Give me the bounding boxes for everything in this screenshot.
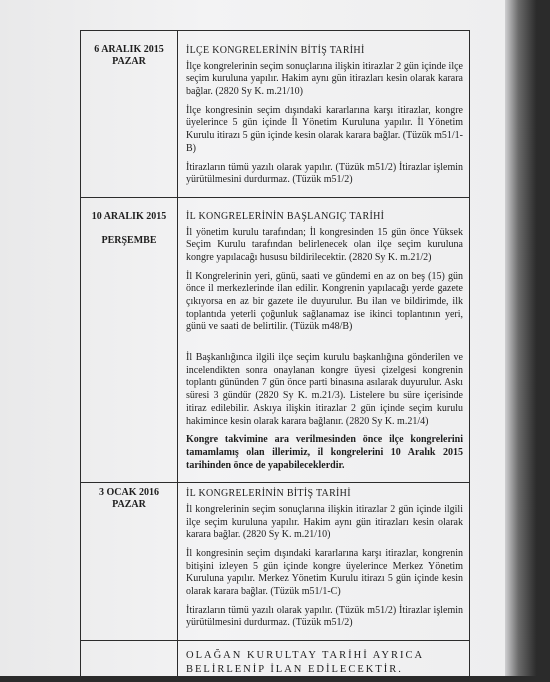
date-label: 6 ARALIK 2015 [94, 44, 164, 55]
content-cell [178, 483, 470, 641]
table-row [81, 483, 470, 641]
schedule-table [80, 30, 470, 682]
paragraph: İl Başkanlığınca ilgili ilçe seçim kurulu başkanlığına gönderilen ve incelendikten sonra onaylanan kongre üyesi çizelgesi kongrenin toplantı gününden 7 gün önce parti binasına asılarak duyurulur. Askı süresi 3 gündür (2820 Sy K. m.21/3). Listelere bu süre içerisinde itiraz edilebilir. Askıya ilişkin itirazlar 2 gün içinde seçim kurulu hakimince kesin olarak karara bağlanır. (2820 Sy K. m.21/4) [186, 352, 463, 427]
date-label: 10 ARALIK 2015 [91, 210, 167, 222]
section-heading: İL KONGRELERİNİN BİTİŞ TARİHİ [186, 488, 351, 500]
paragraph: İtirazların tümü yazılı olarak yapılır. (Tüzük m51/2) İtirazlar işlemin yürütülmesini durdurmaz. (Tüzük m51/2) [186, 604, 463, 629]
paragraph: İl yönetim kurulu tarafından; İl kongresinden 15 gün önce Yüksek Seçim Kurulu tarafından belirlenecek olan ilçe seçim kuruluna kongre yapılacağı hususu bildirilecektir. (2820 Sy K. m.21/2) [186, 226, 463, 263]
content-cell [178, 197, 470, 482]
day-label: PAZAR [112, 499, 146, 511]
date-label: 3 OCAK 2016 [99, 487, 159, 499]
date-cell [81, 197, 178, 482]
paragraph: İlçe kongrelerinin seçim sonuçlarına ilişkin itirazlar 2 gün içinde ilçe seçim kuruluna yapılır. Hakim aynı gün itirazları kesin olarak karara bağlar. (2820 Sy K. m.21/10) [186, 60, 463, 98]
section-heading: İLÇE KONGRELERİNİN BİTİŞ TARİHİ [186, 45, 365, 56]
table-row [81, 197, 470, 482]
paragraph: İl kongrelerinin seçim sonuçlarına ilişkin itirazlar 2 gün içinde ilgili ilçe seçim kuruluna yapılır. Hakim aynı gün itirazları kesin olarak karara bağlar. (2820 Sy K. m.21/10) [186, 503, 463, 541]
content-cell [178, 641, 470, 682]
content-cell [178, 31, 470, 198]
paragraph: İl Kongrelerinin yeri, günü, saati ve gündemi en az on beş (15) gün önce il merkezlerinde ilan edilir. Kongrenin yapılacağı yerde gazete çıkıyorsa en az bir gazete ile duyurulur. Bu ilan ve bildirimde, ilk toplantıda yeterli çoğunluk sağlanamaz ise ikinci toplantının yeri, günü ve saati de belirtilir. (Tüzük m48/B) [186, 270, 463, 333]
table-row [81, 31, 470, 198]
table-row [81, 641, 470, 682]
paragraph: İtirazların tümü yazılı olarak yapılır. (Tüzük m51/2) İtirazlar işlemin yürütülmesini durdurmaz. (Tüzük m51/2) [186, 161, 463, 186]
paragraph: İlçe kongresinin seçim dışındaki kararlarına karşı itirazlar, kongre üyelerince 5 gün içinde İl Yönetim Kuruluna yapılır. İl Yönetim Kurulu itirazı 5 gün içinde kesin olarak karara bağlar. (Tüzük m51/1-B) [186, 104, 463, 154]
date-cell [81, 31, 178, 198]
day-label: PERŞEMBE [101, 234, 157, 246]
date-cell [81, 641, 178, 682]
day-label: PAZAR [112, 56, 146, 67]
footer-note: OLAĞAN KURULTAY TARİHİ AYRICA BELİRLENİP İLAN EDİLECEKTİR. [186, 650, 424, 675]
date-cell [81, 483, 178, 641]
page-edge-shadow [505, 0, 550, 676]
section-heading: İL KONGRELERİNİN BAŞLANGIÇ TARİHİ [186, 210, 385, 222]
paragraph: İl kongresinin seçim dışındaki kararlarına karşı itirazlar, kongrenin bitişini izleyen 5 gün içinde kongre üyelerince Merkez Yönetim Kuruluna yapılır. Merkez Yönetim Kurulu itirazı 5 gün içinde kesin olarak karara bağlar. (Tüzük m51/1-C) [186, 548, 463, 598]
paragraph: Kongre takvimine ara verilmesinden önce ilçe kongrelerini tamamlamış olan illerimiz, il kongrelerini 10 Aralık 2015 tarihinden önce de yapabileceklerdir. [186, 434, 463, 471]
